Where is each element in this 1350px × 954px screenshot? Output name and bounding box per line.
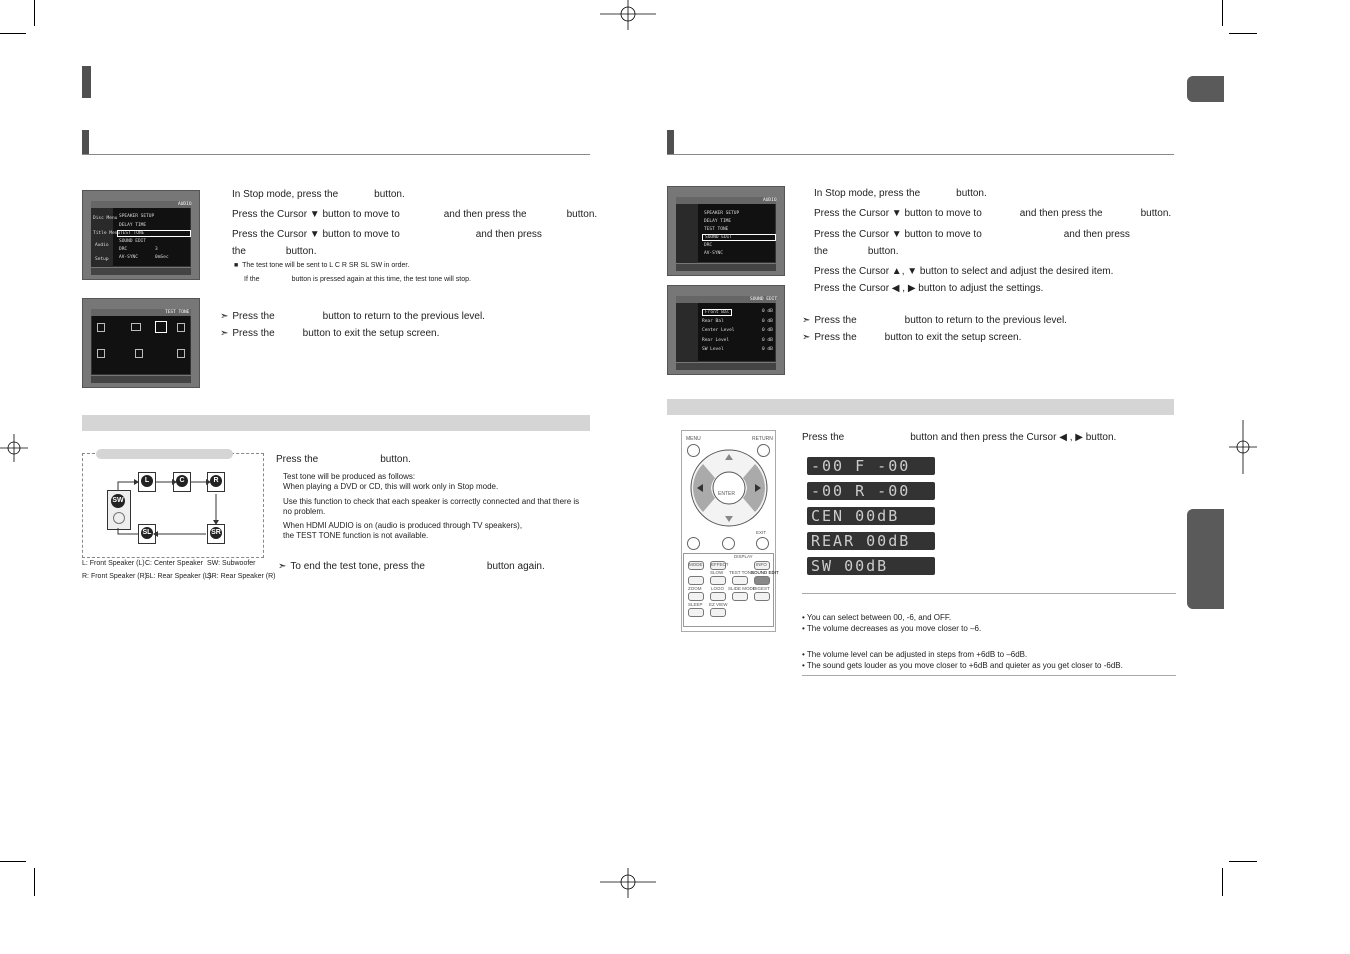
remote-label: EFFECT bbox=[711, 562, 729, 567]
lcd-sw-level: SW 00dB bbox=[807, 557, 935, 575]
section-band-sound-edit bbox=[667, 399, 1174, 415]
remote-label: SLIDE MODE bbox=[728, 586, 756, 591]
lcd-front-balance: -00 F -00 bbox=[807, 457, 935, 475]
step-3-left: Press the Cursor ▼ button to move to and then press bbox=[232, 229, 542, 240]
screen-menu-item: TEST TONE bbox=[704, 227, 729, 232]
setup-screen-sound-edit bbox=[667, 285, 785, 375]
legend-item: SR: Rear Speaker (R) bbox=[207, 573, 276, 580]
screen-menu-item: DELAY TIME bbox=[704, 219, 732, 224]
legend-item: R: Front Speaker (R) bbox=[82, 573, 147, 580]
remote-label: DISPLAY bbox=[734, 554, 753, 559]
setup-screen-audio-right bbox=[667, 186, 785, 276]
remote-label-menu: MENU bbox=[686, 436, 701, 442]
bullet-text: Test tone will be produced as follows: bbox=[283, 472, 416, 481]
remote-button[interactable] bbox=[710, 592, 726, 601]
screen-side-label: Audio bbox=[95, 243, 109, 248]
note-test-tone-order: ■ The test tone will be sent to L C R SR SL SW in order. bbox=[234, 262, 410, 269]
note-text: • The volume decreases as you move closer to –6. bbox=[802, 624, 982, 633]
remote-label: INFO bbox=[756, 562, 767, 567]
crop-mark bbox=[34, 0, 35, 26]
registration-mark-left bbox=[0, 434, 28, 462]
speaker-rear-left: SL bbox=[138, 524, 156, 544]
speaker-center: C bbox=[173, 472, 191, 492]
bullet-text: Use this function to check that each speaker is correctly connected and that there is bbox=[283, 497, 580, 506]
screen-header: AUDIO bbox=[178, 202, 192, 207]
crop-mark bbox=[0, 861, 26, 862]
lcd-rear-balance: -00 R -00 bbox=[807, 482, 935, 500]
remote-button[interactable] bbox=[688, 576, 704, 585]
screen-menu-item: AV-SYNC bbox=[119, 255, 138, 260]
remote-label-return: RETURN bbox=[752, 436, 773, 442]
remote-button[interactable] bbox=[688, 592, 704, 601]
remote-label: LOGO bbox=[711, 586, 725, 591]
step-4-right: Press the Cursor ▲, ▼ button to select and adjust the desired item. bbox=[814, 266, 1114, 277]
remote-button[interactable] bbox=[687, 537, 700, 550]
lcd-rear-level: REAR 00dB bbox=[807, 532, 935, 550]
registration-mark-top bbox=[600, 0, 656, 30]
step-test-tone-press: Press the button. bbox=[276, 454, 411, 465]
screen-side-label: Setup bbox=[95, 257, 109, 262]
screen-menu-value: 0 dB bbox=[762, 328, 773, 333]
screen-menu-item: Rear Bal bbox=[702, 319, 724, 324]
tip-return-right: ➣ Press the button to return to the previous level. bbox=[802, 315, 1067, 326]
remote-label-sound-edit: SOUND EDIT bbox=[751, 570, 779, 575]
remote-label-band bbox=[96, 449, 233, 459]
remote-label: TEST TONE bbox=[729, 570, 755, 575]
remote-label: SLEEP bbox=[688, 602, 703, 607]
step-2-left: Press the Cursor ▼ button to move to and then press the button. bbox=[232, 209, 598, 220]
step-3-right: Press the Cursor ▼ button to move to and then press bbox=[814, 229, 1130, 240]
screen-menu-item: DELAY TIME bbox=[119, 223, 147, 228]
screen-menu-item: SW Level bbox=[702, 347, 724, 352]
screen-menu-item: SPEAKER SETUP bbox=[119, 214, 155, 219]
speaker-front-left: L bbox=[138, 472, 156, 492]
step-5-right: Press the Cursor ◀ , ▶ button to adjust the settings. bbox=[814, 283, 1044, 294]
speaker-sequence-arrows bbox=[100, 470, 240, 550]
crop-mark bbox=[1229, 33, 1257, 34]
note-test-tone-stop: If the button is pressed again at this time, the test tone will stop. bbox=[244, 276, 471, 283]
legend-item: C: Center Speaker bbox=[145, 560, 203, 567]
screen-menu-item: Center Level bbox=[702, 328, 735, 333]
screen-menu-item: SOUND EDIT bbox=[119, 239, 147, 244]
bullet-text: When HDMI AUDIO is on (audio is produced through TV speakers), bbox=[283, 521, 523, 530]
section-band-test-tone bbox=[82, 415, 590, 431]
legend-item: SL: Rear Speaker (L) bbox=[145, 573, 212, 580]
section-rule-left bbox=[82, 154, 590, 155]
remote-label: EZ VIEW bbox=[709, 602, 728, 607]
legend-item: SW: Subwoofer bbox=[207, 560, 256, 567]
tip-end-test-tone: ➣ To end the test tone, press the button again. bbox=[278, 561, 545, 572]
remote-button[interactable] bbox=[710, 608, 726, 617]
section-title-bar-left bbox=[82, 130, 89, 154]
tip-exit-left: ➣ Press the button to exit the setup screen. bbox=[220, 328, 440, 339]
crop-mark bbox=[1222, 0, 1223, 26]
remote-label: ZOOM bbox=[688, 586, 702, 591]
step-1-left: In Stop mode, press the button. bbox=[232, 189, 405, 200]
screen-menu-value: 3 bbox=[155, 247, 158, 252]
screen-menu-item-selected: TEST TONE bbox=[117, 230, 191, 237]
screen-menu-value: 0 dB bbox=[762, 319, 773, 324]
screen-menu-item: Rear Level bbox=[702, 338, 730, 343]
bullet-text: the TEST TONE function is not available. bbox=[283, 531, 429, 540]
section-rule-right bbox=[667, 154, 1174, 155]
registration-mark-bottom bbox=[600, 868, 656, 898]
remote-button[interactable] bbox=[754, 592, 770, 601]
setup-screen-test-tone bbox=[82, 298, 200, 388]
screen-header: AUDIO bbox=[763, 198, 777, 203]
language-tab bbox=[1187, 76, 1224, 102]
note-text: • You can select between 00, -6, and OFF. bbox=[802, 613, 952, 622]
step-1-right: In Stop mode, press the button. bbox=[814, 188, 987, 199]
remote-test-tone-button[interactable] bbox=[732, 576, 748, 585]
remote-label: DIGEST bbox=[753, 586, 770, 591]
screen-menu-value: 0 dB bbox=[762, 309, 773, 314]
remote-enter-button[interactable]: ENTER bbox=[718, 491, 735, 497]
remote-label: SLOW bbox=[710, 570, 724, 575]
screen-menu-item-selected: Front Bal bbox=[702, 309, 732, 316]
crop-mark bbox=[1222, 868, 1223, 896]
tip-exit-right: ➣ Press the button to exit the setup screen. bbox=[802, 332, 1022, 343]
remote-label: MODE bbox=[689, 562, 703, 567]
registration-mark-right bbox=[1229, 420, 1257, 474]
step-2-right: Press the Cursor ▼ button to move to and then press the button. bbox=[814, 208, 1172, 219]
screen-side-label: Title Menu bbox=[93, 231, 121, 236]
screen-menu-item: DRC bbox=[119, 247, 128, 252]
screen-menu-value: 0mSec bbox=[155, 255, 169, 260]
crop-mark bbox=[34, 868, 35, 896]
note-text: • The volume level can be adjusted in steps from +6dB to –6dB. bbox=[802, 650, 1028, 659]
remote-button[interactable] bbox=[732, 592, 748, 601]
screen-header: TEST TONE bbox=[165, 310, 190, 315]
remote-button[interactable] bbox=[710, 576, 726, 585]
crop-mark bbox=[1229, 861, 1257, 862]
remote-button[interactable] bbox=[688, 608, 704, 617]
speaker-front-right: R bbox=[207, 472, 225, 492]
bullet-text: no problem. bbox=[283, 507, 326, 516]
setup-screen-audio bbox=[82, 190, 200, 280]
remote-button[interactable] bbox=[722, 537, 735, 550]
screen-side-label: Disc Menu bbox=[93, 216, 118, 221]
screen-menu-item: SPEAKER SETUP bbox=[704, 211, 740, 216]
notes-rule-bottom bbox=[802, 675, 1176, 676]
screen-menu-item: DRC bbox=[704, 243, 713, 248]
section-title-bar-right bbox=[667, 130, 674, 154]
chapter-tab bbox=[1187, 509, 1224, 609]
speaker-subwoofer: SW bbox=[107, 490, 131, 530]
step-3b-left: the button. bbox=[232, 246, 317, 257]
remote-sound-edit-button[interactable] bbox=[754, 576, 770, 585]
bullet-text: When playing a DVD or CD, this will work only in Stop mode. bbox=[283, 482, 499, 491]
tip-return-left: ➣ Press the button to return to the previous level. bbox=[220, 311, 485, 322]
notes-rule bbox=[802, 593, 1176, 594]
step-sound-edit-press: Press the button and then press the Cursor ◀ , ▶ button. bbox=[802, 432, 1117, 443]
crop-mark bbox=[0, 33, 26, 34]
remote-control bbox=[681, 430, 779, 632]
remote-exit-button[interactable] bbox=[756, 537, 769, 550]
page-title-bar bbox=[82, 66, 91, 98]
lcd-center-level: CEN 00dB bbox=[807, 507, 935, 525]
screen-menu-item-selected: SOUND EDIT bbox=[702, 234, 776, 241]
speaker-rear-right: SR bbox=[207, 524, 225, 544]
legend-item: L: Front Speaker (L) bbox=[82, 560, 145, 567]
remote-label-exit: EXIT bbox=[756, 530, 767, 535]
screen-header: SOUND EDIT bbox=[750, 297, 778, 302]
screen-menu-value: 0 dB bbox=[762, 338, 773, 343]
screen-menu-value: 0 dB bbox=[762, 347, 773, 352]
screen-menu-item: AV-SYNC bbox=[704, 251, 723, 256]
note-text: • The sound gets louder as you move closer to +6dB and quieter as you get closer to -6dB. bbox=[802, 661, 1123, 670]
step-3b-right: the button. bbox=[814, 246, 899, 257]
remote-dpad[interactable] bbox=[689, 448, 769, 528]
